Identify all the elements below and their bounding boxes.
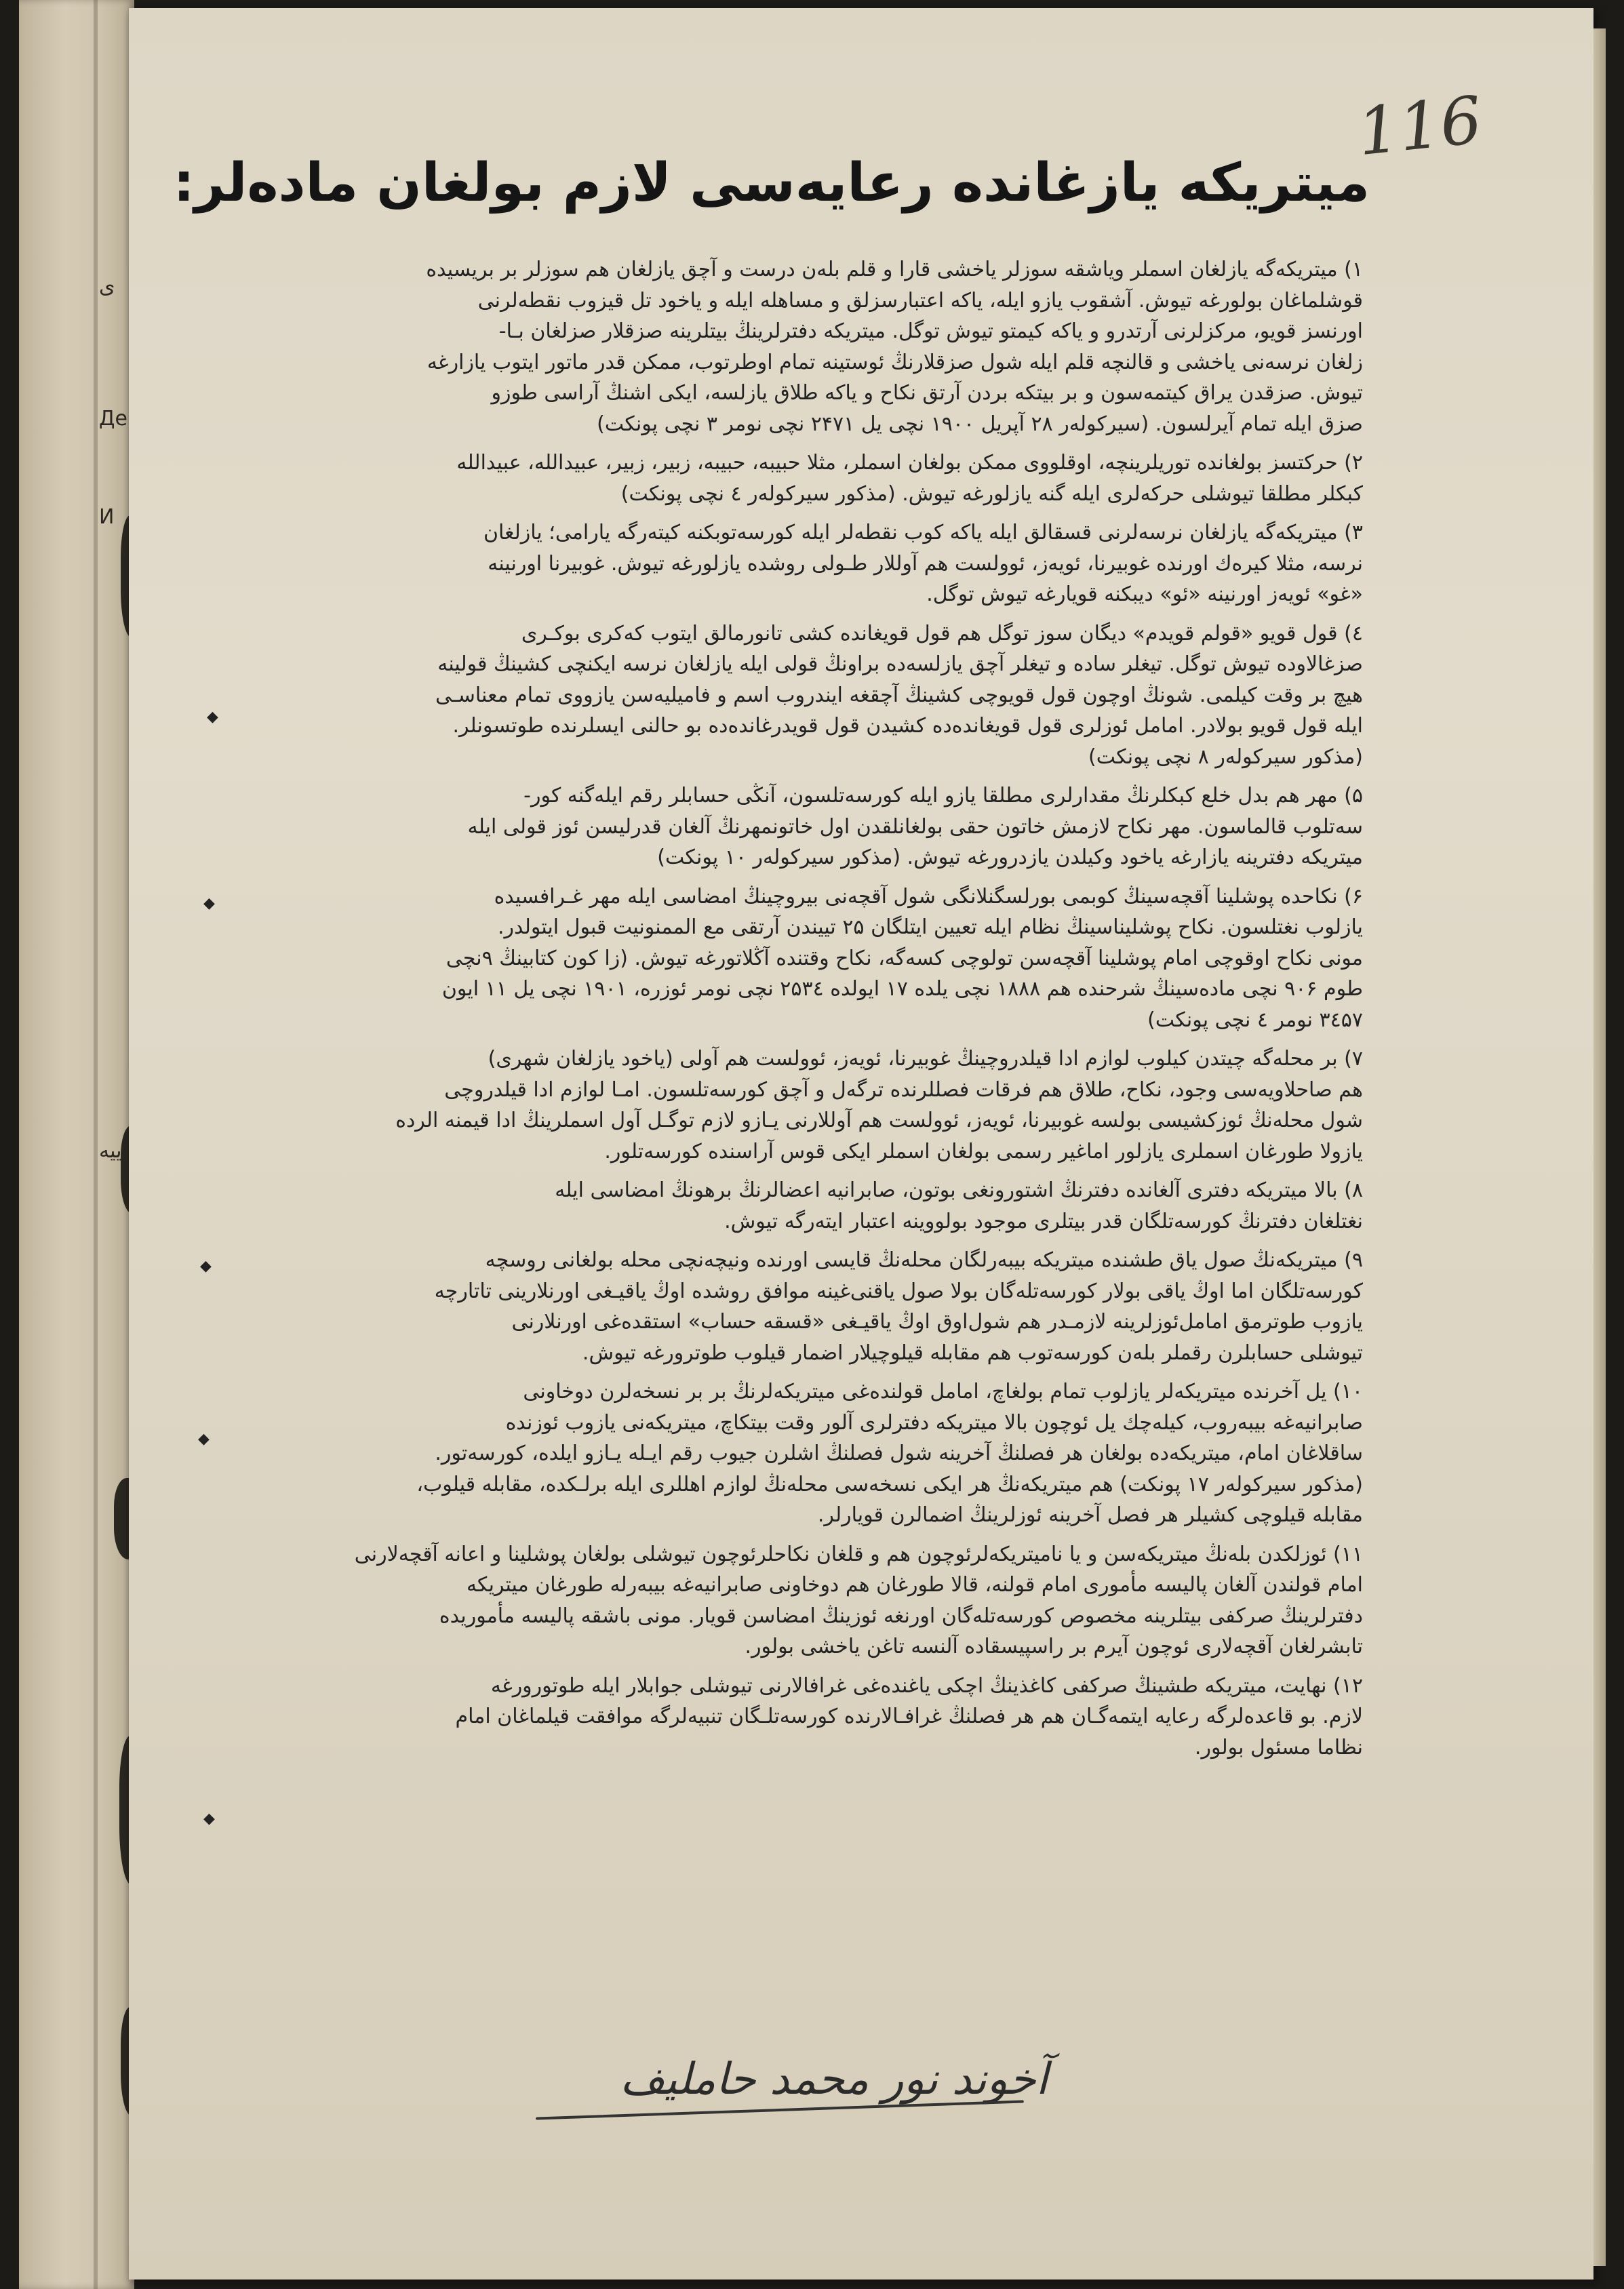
paragraph: [251, 447, 1363, 509]
text-line: ۱۲) نهایت، میتریکه طشینڭ صرکفی کاغذینڭ اچکی یاغنده‌غی غرافالارنی تیوشلی جوابلار ایله طوتورورغه: [490, 1673, 1363, 1698]
text-line: قوشلماغان بولورغه تیوش. آشقوب یازو ایله، یاکه اعتبارسزلق و مساهله ایله و یاخود تل قیزوب نقطه‌لرنی: [477, 288, 1363, 313]
text-line: صزق ایله تمام آیرلسون. (سیرکوله‌ر ۲۸ آپریل ۱۹۰۰ نچی یل ۲۴۷۱ نچی نومر ۳ نچی پونکت): [597, 412, 1363, 436]
binding-fold: [94, 0, 98, 2289]
text-line: صابرانیه‌غه بیبه‌روب، کیله‌چك یل ئوچون بالا میتریکه دفترلری آلور وقت بیتکاچ، میتریکه‌نی یازوب ئوزنده: [505, 1410, 1363, 1435]
text-line: طوم ۹۰۶ نچی ماده‌سینڭ شرحنده هم ۱۸۸۸ نچی یلده ۱۷ ایولده ۲۵۳٤ نچی نومر ئوزره، ۱۹۰۱ نچی یل ۱۱ ایون: [441, 977, 1363, 1001]
text-line: دفترلرینڭ صرکفی بیتلرینه مخصوص کورسه‌تله‌گان اورنغه ئوزینڭ امضاسن قویار. مونی باشقه پالیسه مأموریده: [439, 1604, 1363, 1628]
text-line: ۳٤۵۷ نومر ٤ نچی پونکت): [1147, 1008, 1363, 1032]
text-line: کورسه‌تلگان اما اوڭ یاقی بولار کورسه‌تله‌گان بولا صول یاقنی‌غینه موافق روشده اوڭ یاقیـغی اورنلارینی تاتارچه: [434, 1279, 1363, 1303]
text-line: میتریکه دفترینه یازارغه یاخود وکیلدن یازدرورغه تیوش. (مذکور سیرکوله‌ر ۱۰ پونکت): [657, 845, 1363, 869]
text-line: زلغان نرسه‌نی یاخشی و قالنچه قلم ایله شول صزقلارنڭ ئوستینه تمام اوطرتوب، ممکن قدر ماتور ایتوب یازارغه: [427, 350, 1363, 374]
text-line: هیچ بر وقت کیلمی. شونڭ اوچون قول قویوچی کشینڭ آچقغه ایندروب اسم و فامیلیه‌سن یازووی تمام معناسـی: [435, 683, 1363, 707]
paragraph: [251, 1175, 1363, 1237]
text-line: ایله قول قویو بولادر. امامل ئوزلری قول قویغانده‌ده کشیدن قول قویدرغانده‌ده بو حالنی ایسلرنده طوتسونلر.: [452, 714, 1363, 738]
paragraph: [251, 1376, 1363, 1531]
text-line: نرسه، مثلا کیره‌ك اورنده غوبیرنا، ئویه‌ز، ئوولست هم آوللار طـولی روشده یازلورغه تیوش. غوبیرنا اورنینه: [488, 551, 1363, 576]
text-line: یازولا طورغان اسملری یازلور اماغیر رسمی بولغان اسملر ایکی قوس آراسنده کورسه‌تلور.: [604, 1139, 1363, 1163]
margin-bullet: ◆: [207, 709, 218, 725]
text-line: ۹) میتریکه‌نڭ صول یاق طشنده میتریکه بیبه‌رلگان محله‌نڭ قایسی اورنده ونیچه‌نچی محله بولغانی روسچه: [485, 1248, 1363, 1272]
text-line: ۱۰) یل آخرنده میتریکه‌لر یازلوب تمام بولغاچ، امامل قولنده‌غی میتریکه‌لرنڭ بر بر نسخه‌لرن دوخاونی: [523, 1380, 1363, 1404]
text-line: تیوش. صزقدن یراق کیتمه‌سون و بر بیتکه بردن آرتق نکاح و یاکه طلاق یازلسه، ایکی اشنڭ آراسی طوزو: [491, 381, 1363, 405]
text-line: مقابله قیلوچی کشیلر هر فصل آخرینه ئوزلرینڭ اضمالرن قویارلر.: [817, 1503, 1363, 1527]
binding-mark: ی: [99, 275, 115, 298]
text-line: (مذکور سیرکوله‌ر ۸ نچی پونکت): [1088, 744, 1363, 769]
text-line: ۲) حرکتسز بولغانده توریلرینچه، اوقلووی ممکن بولغان اسملر، مثلا حبیبه، حبیبه، زبیر، زبیر، عبیدالله، عبیدالله: [456, 451, 1363, 475]
text-line: سه‌تلوب قالماسون. مهر نکاح لازمش خاتون حقی بولغانلقدن اول خاتونمهرنڭ آلغان قدرلیسن ئوز قولی ایله: [467, 814, 1363, 839]
text-line: ۵) مهر هم بدل خلع کبکلرنڭ مقدارلری مطلقا یازو ایله کورسه‌تلسون، آنڭی حسابلر رقم ایله‌گنه کور-: [523, 784, 1363, 808]
paragraph: [251, 517, 1363, 610]
binding-mark: Де: [99, 407, 127, 431]
paragraph: [251, 618, 1363, 773]
text-line: اورنسز قویو، مرکزلرنی آرتدرو و یاکه کیمتو تیوش توگل. میتریکه دفترلرینڭ بیتلرینه صزقلار صزلغان بـا-: [498, 319, 1363, 343]
margin-bullet: ◆: [198, 1431, 210, 1448]
signature: آخوند نور محمد حاملیف: [620, 2054, 1048, 2105]
text-line: تابشرلغان آقچه‌لاری ئوچون آیرم بر راسپیسقاده آلنسه تاغن یاخشی بولور.: [745, 1635, 1363, 1658]
page-edge: [1593, 28, 1606, 2266]
text-line: (مذکور سیرکوله‌ر ۱۷ پونکت) هم میتریکه‌نڭ هر ایکی نسخه‌سی محله‌نڭ لوازم اهللری ایله برلـکده، مقابله قیلوب،: [416, 1472, 1363, 1496]
binding-strip: [19, 0, 134, 2289]
text-line: «غو» ئویه‌ز اورنینه «ئو» دیبکنه قویارغه تیوش توگل.: [926, 582, 1363, 606]
text-line: ٤) قول قویو «قولم قویدم» دیگان سوز توگل هم قول قویغانده کشی تانورمالق ایتوب کەکری بوکـری: [521, 621, 1363, 645]
text-line: ساقلاغان امام، میتریکه‌ده بولغان هر فصلنڭ آخرینه شول فصلنڭ اشلرن جیوب رقم ایـله یـازو ایلده، کورسه‌تور.: [435, 1441, 1363, 1465]
text-line: ۷) بر محله‌گه چیتدن کیلوب لوازم ادا قیلدروچینڭ غوبیرنا، ئویه‌ز، ئوولست هم آولی (یاخود یازلغان شهری): [488, 1047, 1363, 1071]
binding-mark: ییه: [99, 1139, 122, 1163]
paragraph: [251, 1671, 1363, 1764]
paragraph: [251, 881, 1363, 1036]
text-line: هم صاحلاویه‌سی وجود، نکاح، طلاق هم فرقات فصللرنده ترگه‌ل و آچق کورسه‌تلسون. امـا لوازم ادا قیلدروچی: [444, 1077, 1363, 1102]
text-line: ۳) میتریکه‌گه یازلغان نرسه‌لرنی قسقالق ایله یاکه کوب نقطه‌لر ایله کورسه‌توبکنه کیته‌رگه یارامی؛ یازلغان: [483, 521, 1363, 544]
document-title: میتریکه یازغانده رعایه‌سی لازم بولغان ماده‌لر:: [173, 153, 1370, 214]
paragraph: [251, 780, 1363, 873]
text-line: ۱۱) ئوزلکدن بلەنڭ میتریکه‌سن و یا نامیتریکه‌لرئوچون هم و قلغان نکاحلرئوچون تیوشلی بولغان پوشلینا و اعانه آقچه‌لارنی: [354, 1542, 1363, 1566]
folio-number: 116: [1353, 81, 1486, 171]
paragraph: [251, 1245, 1363, 1368]
text-line: تیوشلی حسابلرن رقملر بلەن کورسه‌توب هم مقابله قیلوچیلار اضمار قیلوب طوترورغه تیوش.: [582, 1340, 1363, 1365]
paragraph: [251, 1043, 1363, 1167]
document-body: [251, 254, 1363, 1771]
binding-mark: И: [99, 505, 115, 529]
text-line: نغتلغان دفترنڭ کورسه‌تلگان قدر بیتلری موجود بولووینه اعتبار ایته‌رگه تیوش.: [724, 1209, 1363, 1233]
text-line: یازلوب نغتلسون. نکاح پوشلیناسینڭ نظام ایله تعیین ایتلگان ۲۵ تییندن آرتقی مع الممنونیت قبول ایتولدر.: [498, 915, 1363, 939]
text-line: مونی نکاح اوقوچی امام پوشلینا آقچه‌سن تولوچی کسه‌گه، نکاح وقتنده آڭلاتورغه تیوش. (زا کون کتابینڭ ۹نچی: [445, 946, 1363, 970]
text-line: یازوب طوترمق امامل‌ئوزلرینه لازمـدر هم شول‌اوق اوڭ یاقیـغی «قسقه حساب» استقده‌غی اورنلارنی: [511, 1310, 1363, 1334]
margin-bullet: ◆: [203, 1810, 215, 1827]
paragraph: [251, 1539, 1363, 1663]
text-line: صزغالاوده تیوش توگل. تیغلر ساده و تیغلر آچق یازلسه‌ده براونڭ قولی ایله یازلغان نرسه ایکنچی کشینڭ قولینه: [437, 652, 1363, 676]
text-line: شول محلەنڭ ئوزکشیسی بولسه غوبیرنا، ئویه‌ز، ئوولست هم آوللارنی یـازو لازم توگـل آول اسملرینڭ ادا قیمنه الرده: [395, 1109, 1363, 1132]
paragraph: [251, 254, 1363, 439]
text-line: ۱) میتریکه‌گه یازلغان اسملر ویاشقه سوزلر یاخشی قارا و قلم بلەن درست و آچق یازلغان هم سوزلر بر بریسیده: [426, 258, 1363, 281]
text-line: ۸) بالا میتریکه دفتری آلغانده دفترنڭ اشتورونغی بوتون، صابرانیه اعضالرنڭ برهونڭ امضاسی ایله: [555, 1178, 1363, 1202]
margin-bullet: ◆: [203, 895, 215, 912]
text-line: ۶) نکاحده پوشلینا آقچه‌سینڭ کوبمی بورلسگنلانگی شول آقچه‌نی بیروچینڭ امضاسی ایله مهر غـرافسیده: [494, 884, 1363, 909]
text-line: امام قولندن آلغان پالیسه مأموری امام قولنه، قالا طورغان هم دوخاونی صابرانیه‌غه بیبه‌رله طورغان میتریکه: [466, 1573, 1363, 1597]
text-line: لازم. بو قاعده‌لرگه رعایه ایتمه‌گـان هم هر فصلنڭ غرافـالارنده کورسه‌تلـگان تنبیه‌لرگه موافقت قیلماغان امام: [455, 1705, 1363, 1728]
text-line: نظاما مسئول بولور.: [1194, 1735, 1363, 1759]
margin-bullet: ◆: [200, 1258, 212, 1275]
text-line: کبکلر مطلقا تیوشلی حرکه‌لری ایله‌ گنه یازلورغه تیوش. (مذکور سیرکوله‌ر ٤ نچی پونکت): [620, 481, 1363, 506]
